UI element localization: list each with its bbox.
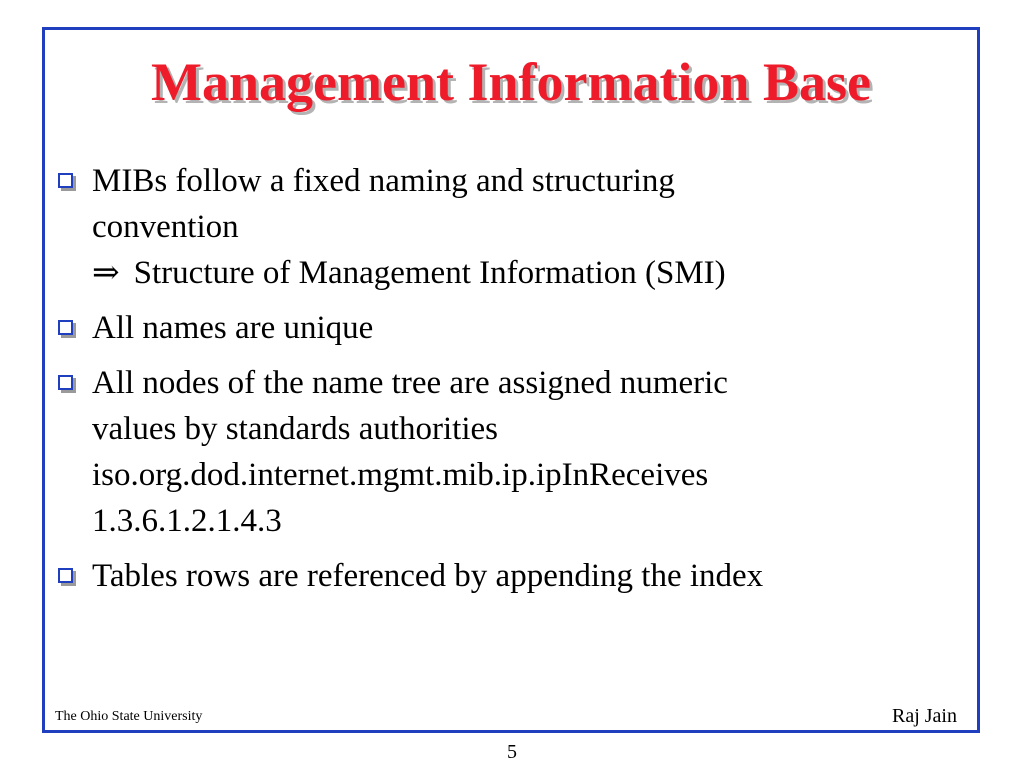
bullet-item [45,158,925,296]
bullet-text-line: convention [92,209,239,245]
bullet-item [45,360,925,544]
implies-arrow-icon: ⇒ [92,255,120,291]
bullet-text-line: values by standards authorities [92,411,498,447]
hollow-square-bullet-icon [58,320,73,335]
implication-text: Structure of Management Information (SMI) [133,255,726,291]
footer-author: Raj Jain [892,705,957,727]
slide-title: Management Information Base [151,52,871,112]
hollow-square-bullet-icon [58,568,73,583]
bullet-text-line: All names are unique [92,310,374,346]
page-number: 5 [507,741,517,763]
hollow-square-bullet-icon [58,375,73,390]
footer-institution: The Ohio State University [55,709,203,724]
oid-name-line: iso.org.dod.internet.mgmt.mib.ip.ipInReceives [92,457,709,493]
bullet-text-line: Tables rows are referenced by appending the index [92,558,764,594]
slide-frame [42,27,980,733]
hollow-square-bullet-icon [58,173,73,188]
bullet-item [45,553,925,599]
bullet-list [45,158,925,599]
oid-number-line: 1.3.6.1.2.1.4.3 [92,503,282,539]
bullet-item [45,305,925,351]
bullet-text-line: All nodes of the name tree are assigned numeric [92,365,728,401]
bullet-text-line: MIBs follow a fixed naming and structuring [92,163,675,199]
implication-line [92,250,925,296]
